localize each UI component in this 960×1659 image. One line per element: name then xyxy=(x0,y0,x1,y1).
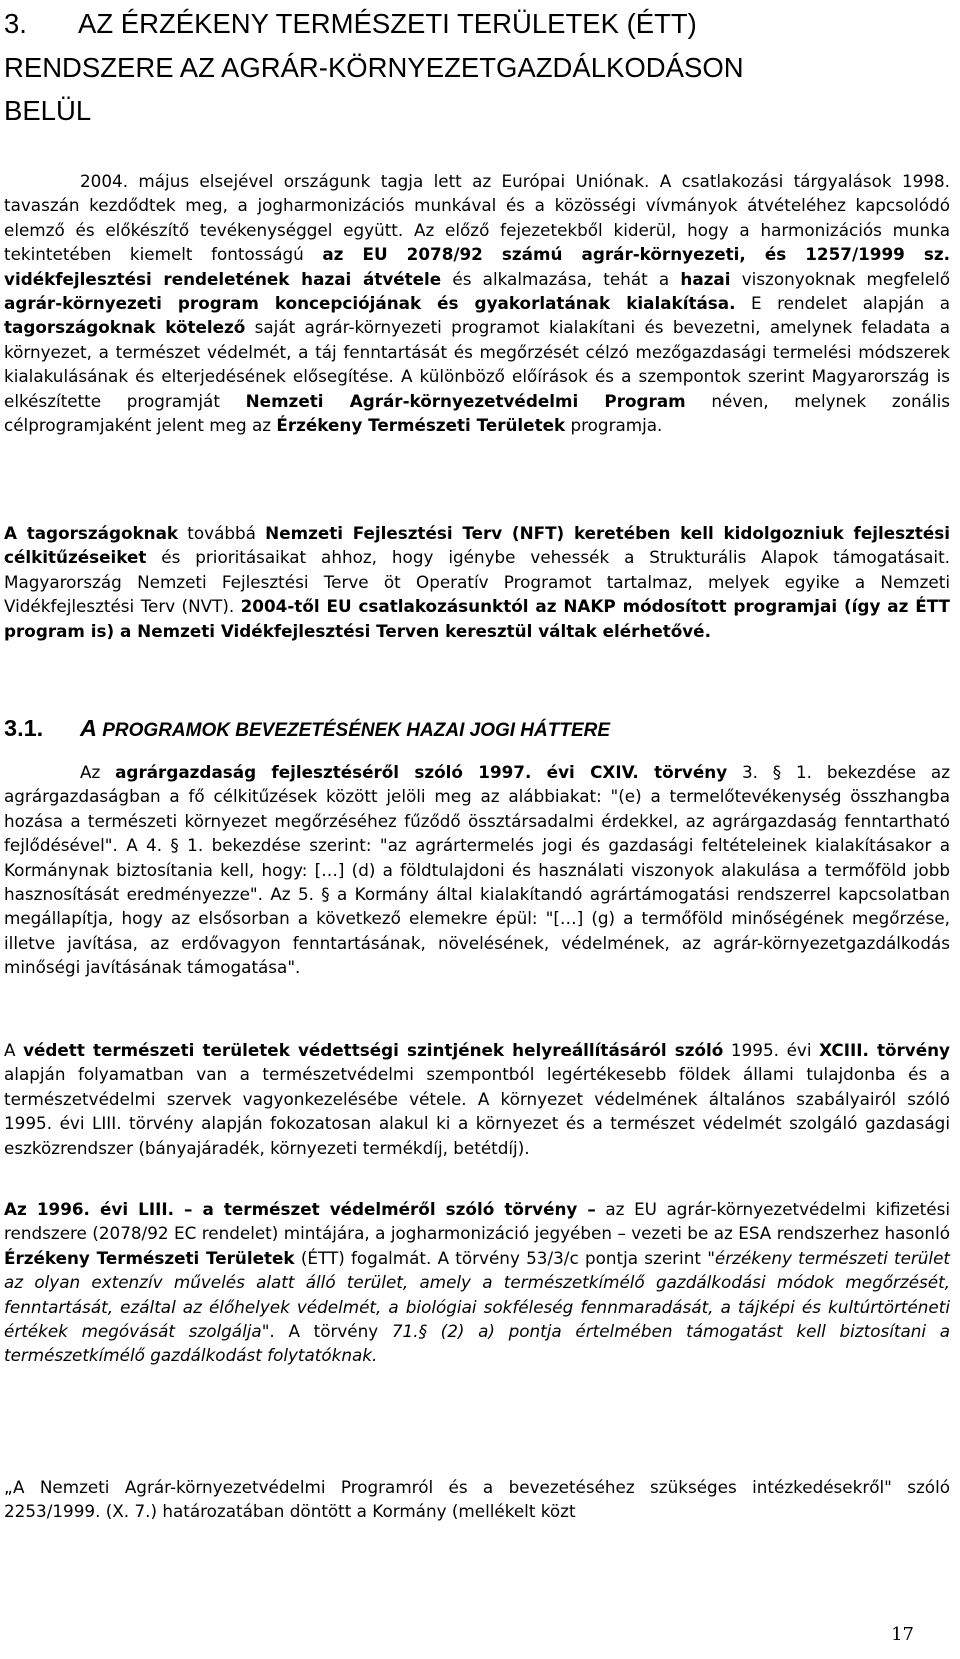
chapter-number: 3. xyxy=(4,8,27,39)
section-heading: 3.1. A PROGRAMOK BEVEZETÉSÉNEK HAZAI JOGI HÁTTERE xyxy=(4,715,611,741)
chapter-heading-line-1: 3. AZ ÉRZÉKENY TERMÉSZETI TERÜLETEK (ÉTT) xyxy=(4,2,944,46)
page-number: 17 xyxy=(891,1624,914,1645)
paragraph-protected-areas-act: A védett természeti területek védettségi szintjének helyreállításáról szóló 1995. évi XCIII. törvény alapján folyamatban van a természetvédelmi szempontból legértékesebb földek állami tulajdonba és a természetvédelmi szervek vagyonkezelésébe vétele. A környezet védelmének általános szabályairól szóló 1995. évi LIII. törvény alapján fokozatosan alakul ki a környezet és a természet védelmét szolgáló gazdasági eszközrendszer (bányajáradék, környezeti termékdíj, betétdíj). xyxy=(4,1040,950,1158)
paragraph-eu-accession: 2004. május elsejével országunk tagja lett az Európai Uniónak. A csatlakozási tárgyalások 1998. tavaszán kezdődtek meg, a jogharmonizációs munkával és a közösségi vívmányok átvételéhez kapcsolódó elemző és előkészítő tevékenységgel együtt. Az előző fejezetekből kiderül, hogy a harmonizációs munka tekintetében kiemelt fontosságú az EU 2078/92 számú agrár-környezeti, és 1257/1999 sz. vidékfejlesztési rendeletének hazai átvétele és alkalmazása, tehát a hazai viszonyoknak megfelelő agrár-környezeti program koncepciójának és gyakorlatának kialakítása. E rendelet alapján a tagországoknak kötelező saját agrár-környezeti programot kialakítani és bevezetni, amelynek feladata a környezet, a természet védelmét, a táj fenntartását és megőrzését célzó mezőgazdasági termelési módszerek kialakulásának és elterjedésének elősegítése. A különböző előírások és a szempontok szerint Magyarország is elkészítette programját Nemzeti Agrár-környezetvédelmi Program néven, melynek zonális célprogramjaként jelent meg az Érzékeny Természeti Területek programja. xyxy=(4,171,951,436)
chapter-heading-line-2: RENDSZERE AZ AGRÁR-KÖRNYEZETGAZDÁLKODÁSON xyxy=(4,51,744,83)
section-number: 3.1. xyxy=(4,715,44,741)
chapter-heading-line-3: BELÜL xyxy=(4,95,92,126)
paragraph-government-decree: „A Nemzeti Agrár-környezetvédelmi Programról és a bevezetéséhez szükséges intézkedésekről" szóló 2253/1999. (X. 7.) határozatában döntött a Kormány (mellékelt közt xyxy=(4,1477,950,1522)
chapter-heading xyxy=(4,2,944,133)
paragraph-agricultural-act: Az agrárgazdaság fejlesztéséről szóló 1997. évi CXIV. törvény 3. § 1. bekezdése az agrárgazdaságban a fő célkitűzések között jelöli meg az alábbiakat: "(e) a termelőtevékenység összhangba hozása a természeti környezet megőrzéséhez fűződő össztársadalmi érdekkel, az agrárgazdaság fenntartható fejlődésével". A 4. § 1. bekezdése szerint: "az agrártermelés jogi és gazdasági feltételeinek kialakításakor a Kormánynak biztosítania kell, hogy: […] (d) a földtulajdoni és használati viszonyok alakulása a termőföld jobb hasznosítását eredményezze". Az 5. § a Kormány által kialakítandó agrártámogatási rendszerrel kapcsolatban megállapítja, hogy az elsősorban a következő elemekre épül: "[…] (g) a termőföld minőségének megőrzése, illetve javítása, az erdővagyon fenntartásának, növelésének, védelmének, az agrár-környezetgazdálkodás minőségi javításának támogatása". xyxy=(4,762,950,978)
paragraph-nature-protection-act: Az 1996. évi LIII. – a természet védelméről szóló törvény – az EU agrár-környezetvédelmi kifizetési rendszere (2078/92 EC rendelet) mintájára, a jogharmonizáció jegyében – vezeti be az ESA rendszerhez hasonló Érzékeny Természeti Területek (ÉTT) fogalmát. A törvény 53/3/c pontja szerint "érzékeny természeti terület az olyan extenzív művelés alatt álló terület, amely a természetkímélő gazdálkodási módok megőrzését, fenntartását, ezáltal az élőhelyek védelmét, a biológiai sokféleség fennmaradását, a tájképi és kultúrtörténeti értékek megóvását szolgálja". A törvény 71.§ (2) a) pontja értelmében támogatást kell biztosítani a természetkímélő gazdálkodást folytatóknak. xyxy=(4,1199,950,1366)
paragraph-national-development-plan: A tagországoknak továbbá Nemzeti Fejlesztési Terv (NFT) keretében kell kidolgozniuk fejlesztési célkitűzéseiket és prioritásaikat ahhoz, hogy igénybe vehessék a Strukturális Alapok támogatásait. Magyarország Nemzeti Fejlesztési Terve öt Operatív Programot tartalmaz, melyek egyike a Nemzeti Vidékfejlesztési Terv (NVT). 2004-től EU csatlakozásunktól az NAKP módosított programjai (így az ÉTT program is) a Nemzeti Vidékfejlesztési Terven keresztül váltak elérhetővé. xyxy=(4,523,950,641)
